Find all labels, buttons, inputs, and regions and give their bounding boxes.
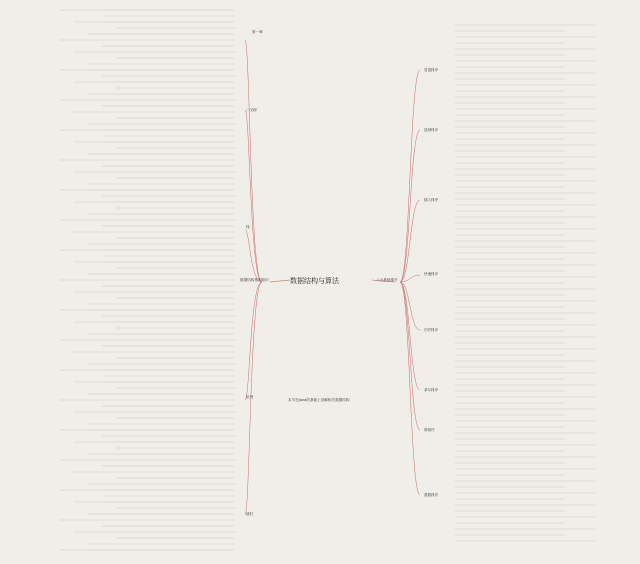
left-node-5: 递归 <box>246 512 254 516</box>
bottom-note: 本节在Java的基础上讲解相关数据结构 <box>288 398 350 402</box>
right-node-7: 堆排序 <box>424 428 435 432</box>
right-node-8: 基数排序 <box>424 493 439 497</box>
right-node-4: 快速排序 <box>424 272 439 276</box>
left-node-2: 二叉树 <box>246 108 257 112</box>
left-node-3: 栈 <box>246 225 250 229</box>
branch-algo: 八大基础排序 <box>376 278 398 282</box>
branch-ds: 数据结构基础知识 <box>240 278 269 282</box>
right-node-1: 冒泡排序 <box>424 68 439 72</box>
right-node-5: 归并排序 <box>424 328 439 332</box>
left-node-4: 队列 <box>246 395 254 399</box>
right-node-2: 选择排序 <box>424 128 439 132</box>
right-node-6: 希尔排序 <box>424 388 439 392</box>
right-node-3: 插入排序 <box>424 198 439 202</box>
left-node-1: 第一章 <box>252 30 263 34</box>
root-title: 数据结构与算法 <box>290 277 339 285</box>
